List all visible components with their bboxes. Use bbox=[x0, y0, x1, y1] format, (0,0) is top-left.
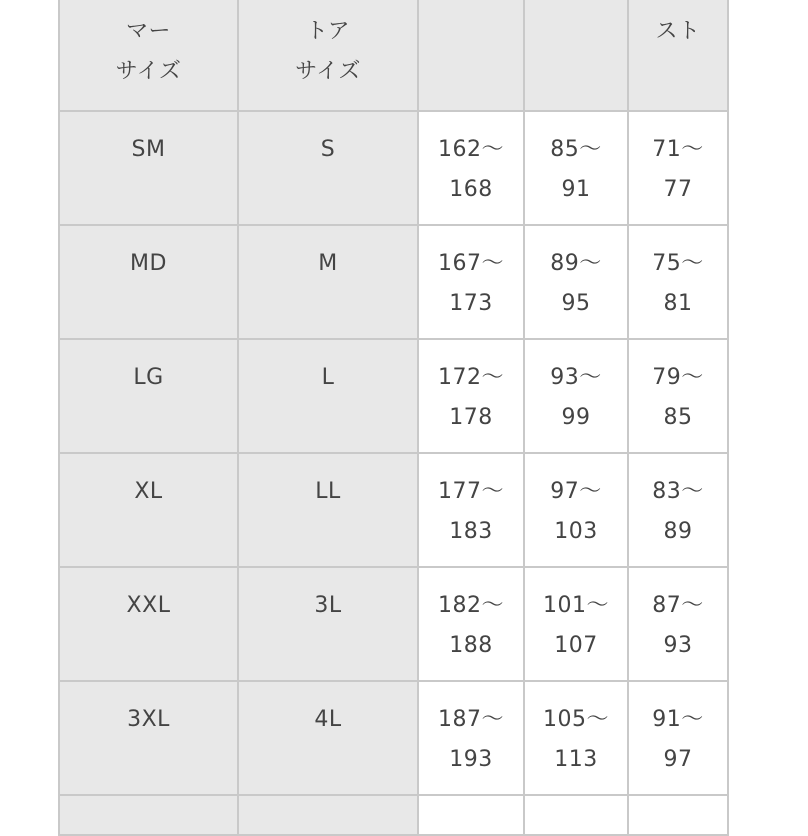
height-cell bbox=[418, 567, 524, 681]
waist-min: 83〜 bbox=[652, 479, 704, 504]
chest-min: 105〜 bbox=[543, 707, 609, 732]
height-min: 182〜 bbox=[438, 593, 504, 618]
height-max: 183 bbox=[449, 519, 493, 544]
chest-min: 93〜 bbox=[550, 365, 602, 390]
height-max: 173 bbox=[449, 291, 493, 316]
us-size-cell: SM bbox=[59, 111, 238, 225]
chest-cell bbox=[524, 567, 628, 681]
store-size-cell: L bbox=[238, 339, 418, 453]
header-us-size-line-2: サイズ bbox=[115, 59, 182, 84]
waist-cell bbox=[628, 339, 728, 453]
header-us-size bbox=[59, 0, 238, 111]
waist-max: 89 bbox=[663, 519, 693, 544]
us-size-cell: MD bbox=[59, 225, 238, 339]
chest-max: 91 bbox=[561, 177, 591, 202]
waist-max: 81 bbox=[663, 291, 693, 316]
height-max: 178 bbox=[449, 405, 493, 430]
header-store-size-line-2: サイズ bbox=[295, 59, 361, 84]
chest-min: 101〜 bbox=[543, 593, 609, 618]
us-size-cell: XXL bbox=[59, 567, 238, 681]
height-max: 188 bbox=[449, 633, 493, 658]
chest-cell bbox=[524, 225, 628, 339]
chest-cell bbox=[524, 795, 628, 835]
table-row bbox=[59, 681, 728, 795]
waist-max: 77 bbox=[663, 177, 693, 202]
store-size-cell bbox=[238, 795, 418, 835]
waist-max: 97 bbox=[663, 747, 693, 772]
height-cell bbox=[418, 795, 524, 835]
chest-cell bbox=[524, 111, 628, 225]
height-min: 172〜 bbox=[438, 365, 504, 390]
table-row bbox=[59, 339, 728, 453]
chest-max: 107 bbox=[554, 633, 598, 658]
chest-cell bbox=[524, 339, 628, 453]
waist-max: 93 bbox=[663, 633, 693, 658]
table-row bbox=[59, 225, 728, 339]
chest-cell bbox=[524, 681, 628, 795]
height-cell bbox=[418, 681, 524, 795]
header-waist-line-1: スト bbox=[655, 19, 701, 44]
table-row bbox=[59, 453, 728, 567]
chest-min: 89〜 bbox=[550, 251, 602, 276]
height-cell bbox=[418, 111, 524, 225]
chest-max: 95 bbox=[561, 291, 591, 316]
waist-min: 75〜 bbox=[652, 251, 704, 276]
header-waist bbox=[628, 0, 728, 111]
chest-min: 97〜 bbox=[550, 479, 602, 504]
page-margin bbox=[0, 0, 60, 808]
waist-cell bbox=[628, 453, 728, 567]
height-cell bbox=[418, 339, 524, 453]
table-row-partial bbox=[59, 795, 728, 835]
header-us-size-line-1: マー bbox=[125, 19, 171, 44]
waist-cell bbox=[628, 681, 728, 795]
height-cell bbox=[418, 225, 524, 339]
header-row bbox=[59, 0, 728, 111]
waist-min: 71〜 bbox=[652, 137, 704, 162]
header-store-size bbox=[238, 0, 418, 111]
us-size-cell: 3XL bbox=[59, 681, 238, 795]
height-max: 168 bbox=[449, 177, 493, 202]
waist-min: 91〜 bbox=[652, 707, 704, 732]
table-row bbox=[59, 567, 728, 681]
header-chest bbox=[524, 0, 628, 111]
size-table bbox=[58, 0, 729, 836]
waist-max: 85 bbox=[663, 405, 693, 430]
chest-cell bbox=[524, 453, 628, 567]
height-min: 187〜 bbox=[438, 707, 504, 732]
height-min: 162〜 bbox=[438, 137, 504, 162]
store-size-cell: 3L bbox=[238, 567, 418, 681]
store-size-cell: LL bbox=[238, 453, 418, 567]
waist-cell bbox=[628, 225, 728, 339]
waist-cell bbox=[628, 567, 728, 681]
height-max: 193 bbox=[449, 747, 493, 772]
us-size-cell: XL bbox=[59, 453, 238, 567]
table-row bbox=[59, 111, 728, 225]
us-size-cell: LG bbox=[59, 339, 238, 453]
height-min: 177〜 bbox=[438, 479, 504, 504]
store-size-cell: M bbox=[238, 225, 418, 339]
store-size-cell: 4L bbox=[238, 681, 418, 795]
header-store-size-line-1: トア bbox=[305, 19, 351, 44]
waist-cell bbox=[628, 795, 728, 835]
store-size-cell: S bbox=[238, 111, 418, 225]
chest-min: 85〜 bbox=[550, 137, 602, 162]
chest-max: 113 bbox=[554, 747, 598, 772]
chest-max: 99 bbox=[561, 405, 591, 430]
us-size-cell bbox=[59, 795, 238, 835]
height-min: 167〜 bbox=[438, 251, 504, 276]
header-height bbox=[418, 0, 524, 111]
waist-min: 79〜 bbox=[652, 365, 704, 390]
waist-min: 87〜 bbox=[652, 593, 704, 618]
size-chart bbox=[58, 0, 729, 836]
chest-max: 103 bbox=[554, 519, 598, 544]
height-cell bbox=[418, 453, 524, 567]
waist-cell bbox=[628, 111, 728, 225]
